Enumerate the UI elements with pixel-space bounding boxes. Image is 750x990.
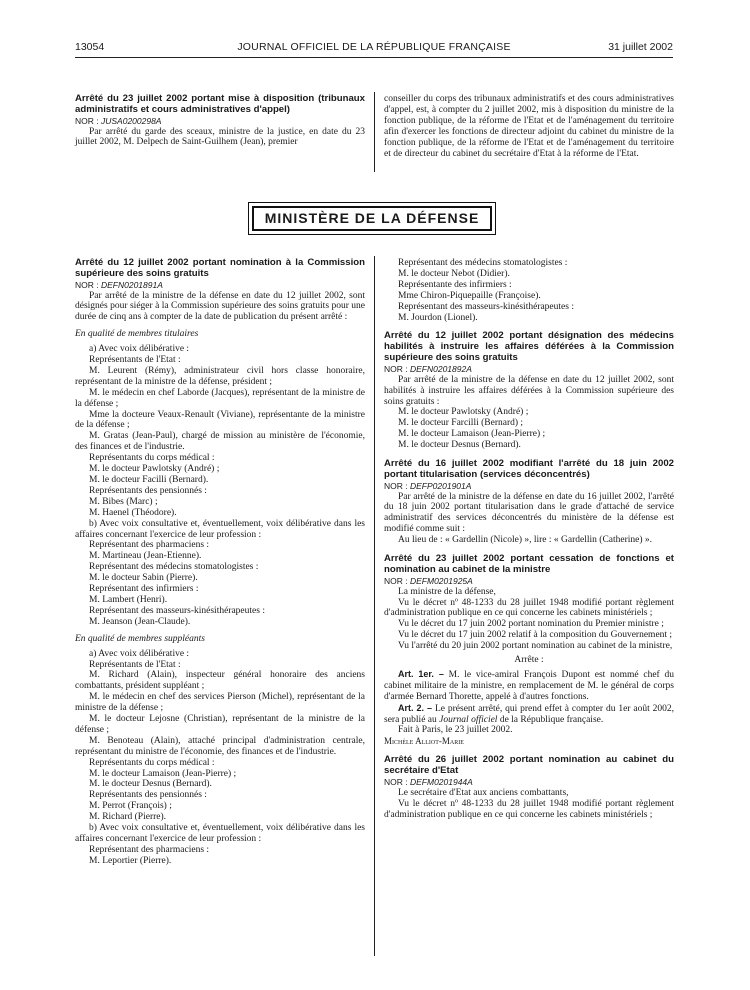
article-title: Arrêté du 12 juillet 2002 portant nomination à la Commission supérieure des soins gratuits: [75, 257, 365, 279]
list-item: M. Leurent (Rémy), administrateur civil hors classe honoraire, représentant de la ministre de la défense, président ;: [75, 365, 365, 387]
right-column: [384, 258, 674, 821]
article-justice-continued: [384, 94, 674, 159]
paragraph: Vu l'arrêté du 20 juin 2002 portant nomination au cabinet de la ministre,: [398, 641, 673, 652]
article-title: Arrêté du 26 juillet 2002 portant nomination au cabinet du secrétaire d'Etat: [384, 754, 674, 777]
article-title: Arrêté du 12 juillet 2002 portant désignation des médecins habilités à instruire les affaires déférées à la Commission supérieure des soins gratuits: [384, 330, 674, 364]
article-1: Art. 1er. – M. le vice-amiral François Dupont est nommé chef du cabinet militaire de la ministre, en remplacement de M. le général de corps d'armée Bernard Thorette, appelé à d'autres fonctions.: [384, 668, 675, 702]
list-item: Représentant des masseurs-kinésithérapeutes :: [89, 605, 265, 616]
list-item: M. Haenel (Théodore).: [89, 507, 177, 518]
section-heading: En qualité de membres titulaires: [75, 329, 199, 340]
list-item: M. le docteur Lejosne (Christian), représentant de la ministre de la défense ;: [75, 714, 365, 735]
paragraph: Vu le décret du 17 juin 2002 relatif à la composition du Gouvernement ;: [398, 630, 673, 641]
list-item: Représentante des infirmiers :: [398, 279, 512, 290]
list-item: b) Avec voix consultative et, éventuellement, voix délibérative dans les affaires concernant l'exercice de leur profession :: [75, 518, 365, 540]
paragraph: La ministre de la défense,: [398, 586, 496, 597]
correction-line: Au lieu de : « Gardellin (Nicole) », lire : « Gardellin (Catherine) ».: [398, 535, 653, 546]
list-item: M. Benoteau (Alain), attaché principal d'administration centrale, représentant du ministre de l'économie, des finances et de l'industrie.: [75, 735, 365, 757]
left-column: [75, 258, 365, 867]
list-item: M. le docteur Desnus (Bernard).: [398, 440, 521, 451]
nor-reference: NOR : DEFM0201925A: [384, 575, 473, 586]
list-item: M. le docteur Pawlotsky (André) ;: [89, 464, 220, 475]
page-number: 13054: [75, 41, 105, 53]
article-2: Art. 2. – Le présent arrêté, qui prend effet à compter du 1er août 2002, sera publié au Journal officiel de la République française.: [384, 702, 674, 725]
page-header: [75, 41, 673, 55]
list-item: M. Leportier (Pierre).: [89, 855, 172, 866]
section-heading: En qualité de membres suppléants: [75, 633, 205, 644]
paragraph: Le secrétaire d'Etat aux anciens combattants,: [398, 787, 569, 798]
nor-reference: NOR : DEFN0201892A: [384, 363, 472, 374]
paragraph: Vu le décret du 17 juin 2002 portant nomination du Premier ministre ;: [398, 619, 664, 630]
header-rule: [75, 57, 673, 58]
list-item: M. le docteur Nebot (Didier).: [398, 268, 510, 279]
list-item: M. Martineau (Jean-Etienne).: [89, 551, 202, 562]
list-item: M. le médecin en chef des services Pierson (Michel), représentant de la ministre de la défense ;: [75, 692, 365, 714]
list-item: M. Jeanson (Jean-Claude).: [89, 616, 191, 627]
list-item: M. le docteur Farcilli (Bernard) ;: [398, 418, 524, 429]
list-item: Représentants de l'Etat :: [89, 659, 181, 670]
list-item: a) Avec voix délibérative :: [89, 648, 190, 659]
arrete-word: Arrête :: [514, 655, 544, 666]
list-item: Représentants des pensionnés :: [89, 790, 207, 801]
intro-paragraph: Par arrêté de la ministre de la défense en date du 12 juillet 2002, sont désignés pour siéger à la Commission supérieure des soins gratuits pour une durée de cinq ans à compter de la date de publication du présent arrêté :: [75, 290, 365, 323]
list-item: M. le docteur Pawlotsky (André) ;: [398, 407, 529, 418]
signature: Michèle Alliot-Marie: [384, 736, 464, 747]
article-justice-mise-a-disposition: [75, 94, 365, 148]
list-item: Représentant des pharmaciens :: [89, 844, 210, 855]
journal-title: JOURNAL OFFICIEL DE LA RÉPUBLIQUE FRANÇAISE: [237, 41, 511, 53]
paragraph: Vu le décret nº 48-1233 du 28 juillet 1948 modifié portant règlement d'administration publique en ce qui concerne les cabinets ministériels ;: [384, 798, 674, 820]
list-item: M. Gratas (Jean-Paul), chargé de mission au ministère de l'économie, des finances et de l'industrie.: [75, 431, 365, 453]
list-item: M. Perrot (François) ;: [89, 801, 172, 812]
done-at: Fait à Paris, le 23 juillet 2002.: [398, 725, 513, 736]
list-item: M. le médecin en chef Laborde (Jacques), représentant de la ministre de la défense ;: [75, 387, 365, 409]
column-divider: [374, 92, 375, 172]
article-title: Arrêté du 16 juillet 2002 modifiant l'arrêté du 18 juin 2002 portant titularisation (services déconcentrés): [384, 458, 674, 480]
list-item: M. le docteur Lamaison (Jean-Pierre) ;: [398, 429, 546, 440]
list-item: Représentants de l'Etat :: [89, 355, 181, 366]
list-item: Représentant des masseurs-kinésithérapeutes :: [398, 301, 574, 312]
list-item: M. Jourdon (Lionel).: [398, 312, 478, 323]
list-item: M. le docteur Desnus (Bernard).: [89, 779, 212, 790]
nor-reference: NOR : DEFN0201891A: [75, 279, 163, 290]
ministry-banner: MINISTÈRE DE LA DÉFENSE: [252, 206, 492, 231]
nor-reference: NOR : DEFM0201944A: [384, 776, 473, 787]
article-body-continued: conseiller du corps des tribunaux administratifs et des cours administratives d'appel, est, à compter du 2 juillet 2002, mis à disposition du ministre de la fonction publique, de la réforme de l'Etat et de l'aménagement du territoire afin d'exercer les fonctions de directeur adjoint du cabinet du ministre de la fonction publique, de la réforme de l'Etat et de l'aménagement du territoire et de directeur du cabinet du secrétaire d'Etat à la réforme de l'Etat.: [384, 94, 674, 159]
list-item: Représentants du corps médical :: [89, 757, 215, 768]
intro-paragraph: Par arrêté de la ministre de la défense en date du 12 juillet 2002, sont habilités à instruire les affaires déférées à la Commission supérieure des soins gratuits :: [384, 374, 674, 407]
list-item: b) Avec voix consultative et, éventuellement, voix délibérative dans les affaires concernant l'exercice de leur profession :: [75, 823, 365, 844]
nor-reference: NOR : JUSA0200298A: [75, 115, 162, 126]
list-item: Représentant des infirmiers :: [89, 584, 199, 595]
nor-reference: NOR : DEFP0201901A: [384, 480, 472, 491]
list-item: Représentants des pensionnés :: [89, 485, 207, 496]
list-item: Mme Chiron-Piquepaille (Françoise).: [398, 290, 541, 301]
list-item: M. le docteur Sabin (Pierre).: [89, 573, 198, 584]
paragraph: Vu le décret nº 48-1233 du 28 juillet 1948 modifié portant règlement d'administration publique en ce qui concerne les cabinets ministériels ;: [384, 597, 674, 619]
list-item: M. le docteur Facilli (Bernard).: [89, 475, 209, 485]
article-body: Par arrêté du garde des sceaux, ministre de la justice, en date du 23 juillet 2002, M. Delpech de Saint-Guilhem (Jean), premier: [75, 126, 365, 148]
list-item: M. Bibes (Marc) ;: [89, 496, 158, 507]
column-divider: [374, 256, 375, 956]
list-item: Représentant des médecins stomatologistes :: [398, 258, 568, 268]
list-item: Représentant des pharmaciens :: [89, 540, 210, 551]
list-item: Représentant des médecins stomatologistes :: [89, 562, 259, 573]
list-item: M. Richard (Alain), inspecteur général honoraire des anciens combattants, président suppléant ;: [75, 670, 365, 692]
intro-paragraph: Par arrêté de la ministre de la défense en date du 16 juillet 2002, l'arrêté du 18 juin 2002 portant titularisation dans le grade d'attaché de service administratif des services déconcentrés du ministère de la défense est modifié comme suit :: [384, 491, 674, 535]
list-item: Mme la docteure Veaux-Renault (Viviane), représentante de la ministre de la défense ;: [75, 409, 365, 431]
list-item: M. Richard (Pierre).: [89, 812, 167, 823]
list-item: Représentants du corps médical :: [89, 453, 215, 464]
issue-date: 31 juillet 2002: [608, 41, 673, 53]
list-item: M. Lambert (Henri).: [89, 594, 168, 605]
article-title: Arrêté du 23 juillet 2002 portant cessation de fonctions et nomination au cabinet de la ministre: [384, 553, 674, 575]
list-item: a) Avec voix délibérative :: [89, 344, 190, 355]
list-item: M. le docteur Lamaison (Jean-Pierre) ;: [89, 768, 237, 779]
article-title: Arrêté du 23 juillet 2002 portant mise à disposition (tribunaux administratifs et cours administratives d'appel): [75, 93, 365, 115]
